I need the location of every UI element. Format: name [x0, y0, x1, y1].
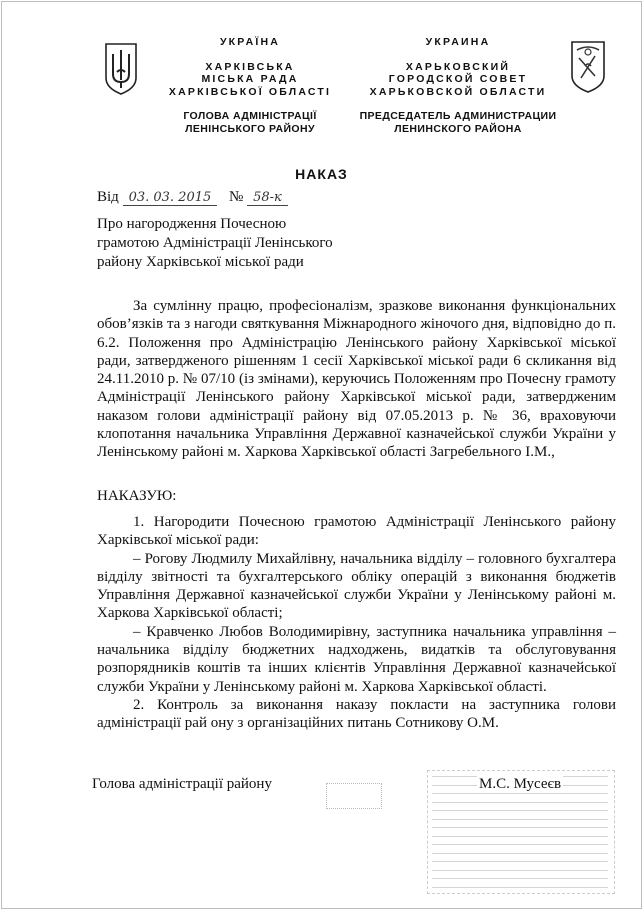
date-value: 03. 03. 2015: [123, 191, 218, 206]
subject-line-1: Про нагородження Почесною: [97, 216, 287, 232]
header-left-org-line2: МІСЬКА РАДА: [201, 73, 299, 85]
header-right-country: УКРАИНА: [425, 36, 491, 48]
stamp-text-lines: [432, 776, 608, 895]
order-items: [97, 513, 616, 733]
number-prefix: №: [229, 189, 244, 205]
document-subject: [97, 215, 397, 272]
header-left-position-line2: ЛЕНІНСЬКОГО РАЙОНУ: [185, 123, 315, 135]
order-item-1-sub-2: – Кравченко Любов Володимирівну, заступника начальника управління – начальника відділу бюджетних надходжень, видатків та обслуговування розпорядників коштів та інших клієнтів Управління Державної казначейської служби України у Ленінському районі м. Харкова Харківської області.: [97, 623, 616, 695]
header-left: [150, 36, 350, 136]
subject-line-2: грамотою Адміністрації Ленінського: [97, 235, 333, 251]
header-left-org-line1: ХАРКІВСЬКА: [205, 60, 295, 73]
order-word: НАКАЗУЮ:: [97, 488, 177, 504]
header-right: [352, 36, 564, 136]
order-item-1-sub-1: – Рогову Людмилу Михайлівну, начальника відділу – головного бухгалтера відділу звітності та бухгалтерського обліку операцій з виконання бюджетів Управління Державної казначейської служби України у Ленінському районі м. Харкова Харківської області;: [97, 550, 616, 622]
signatory-name: М.С. Мусеєв: [479, 776, 562, 792]
header-left-org-line3: ХАРКІВСЬКОЇ ОБЛАСТІ: [168, 85, 332, 98]
signatory-position: Голова адміністрації району: [92, 776, 272, 792]
header-left-country: УКРАЇНА: [219, 36, 281, 48]
header-right-position-line2: ЛЕНИНСКОГО РАЙОНА: [394, 123, 522, 135]
document-meta: [97, 189, 288, 206]
number-value: 58-к: [247, 191, 288, 206]
city-coat-of-arms-icon: [569, 38, 607, 94]
header-right-org-line2: ГОРОДСКОЙ СОВЕТ: [388, 73, 528, 85]
preamble-paragraph: За сумлінну працю, професіоналізм, зразкове виконання функціональних обов’язків та з нагоди святкування Міжнародного жіночого дня, відповідно до п. 6.2. Положення про Адміністрацію Ленінського району Харківської міської ради, затвердженого рішенням 1 сесії Харківської міської ради 6 скликання від 24.11.2010 р. № 07/10 (із змінами), керуючись Положенням про Почесну грамоту Адміністрації Ленінського району Харківської міської ради, затвердженим наказом голови адміністрації району від 07.05.2013 р. № 36, враховуючи клопотання начальника Управління Державної казначейської служби України у Ленінському районі м. Харкова Харківської області Загребельного І.М.,: [97, 298, 616, 461]
header-left-position-line1: ГОЛОВА АДМІНІСТРАЦІЇ: [183, 110, 317, 122]
trident-icon: [102, 40, 140, 96]
faded-stamp: [326, 783, 382, 809]
header-right-position-line1: ПРЕДСЕДАТЕЛЬ АДМИНИСТРАЦИИ: [359, 110, 557, 122]
header-right-org-line1: ХАРЬКОВСКИЙ: [405, 60, 511, 73]
subject-line-3: району Харківської міської ради: [97, 254, 304, 270]
document-title: НАКАЗ: [295, 166, 348, 182]
date-prefix: Від: [97, 189, 119, 205]
order-item-1: 1. Нагородити Почесною грамотою Адміністрації Ленінського району Харківської міської ради:: [97, 514, 616, 549]
header-right-org-line3: ХАРЬКОВСКОЙ ОБЛАСТИ: [369, 85, 547, 98]
order-item-2: 2. Контроль за виконання наказу покласти на заступника голови адміністрації рай ону з організаційних питань Сотникову О.М.: [97, 696, 616, 732]
